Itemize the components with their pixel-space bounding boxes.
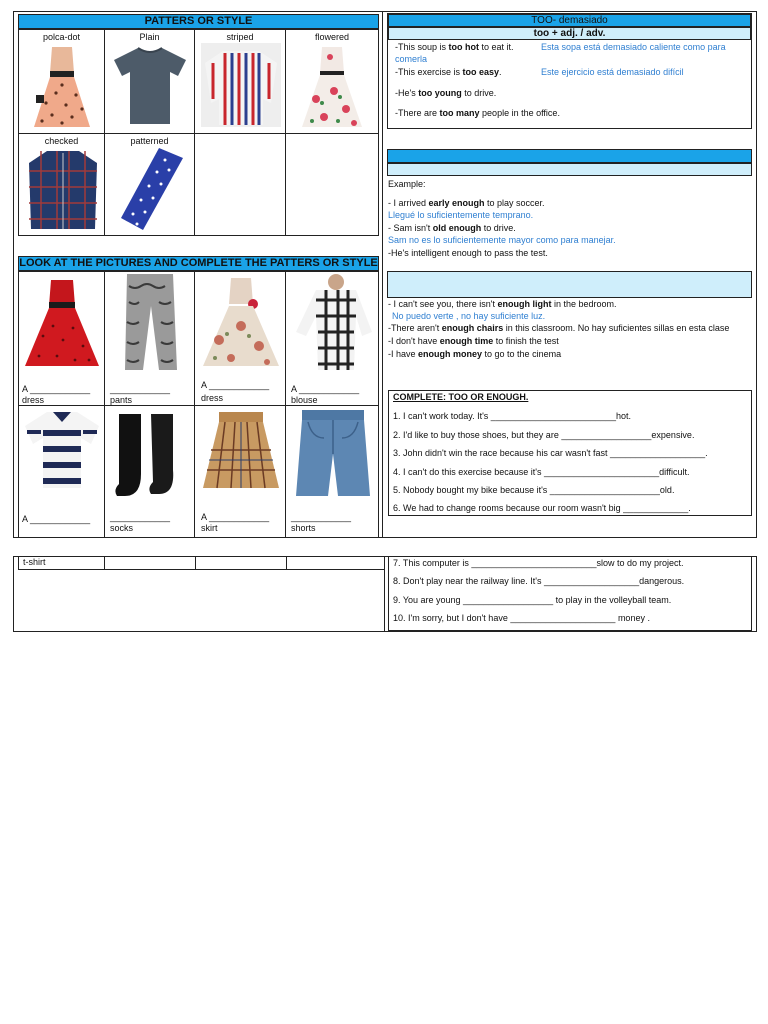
complete-item-6[interactable]: 6. We had to change rooms because our room wasn't big _____________. [393, 503, 691, 513]
pattern-label: flowered [314, 32, 350, 42]
complete-title: COMPLETE: TOO OR ENOUGH. [393, 392, 529, 402]
plain-tshirt-image [112, 46, 188, 126]
too-example-2: -This exercise is too easy. [395, 67, 502, 77]
enough-example-3: -He's intelligent enough to pass the test. [388, 248, 548, 258]
too-example-1-es-cont: comerla [395, 54, 428, 64]
enough-example-2: - Sam isn't old enough to drive. [388, 223, 516, 233]
too-example-1-es: Esta sopa está demasiado caliente como para [541, 42, 726, 52]
complete-item-10[interactable]: 10. I'm sorry, but I don't have _____________________ money . [393, 613, 650, 623]
exercise-cell [285, 271, 379, 406]
pattern-cell-empty [285, 133, 379, 236]
pattern-cell-empty [194, 133, 286, 236]
complete-item-8[interactable]: 8. Don't play near the railway line. It's ___________________dangerous. [393, 576, 685, 586]
continued-row-cell [195, 556, 196, 570]
pattern-cell-plain [104, 29, 195, 134]
clothing-word: shorts [291, 523, 316, 533]
exercise-cell [285, 405, 379, 538]
complete-item-5[interactable]: 5. Nobody bought my bike because it's ______________________old. [393, 485, 675, 495]
pattern-label: striped [226, 32, 254, 42]
complete-item-4[interactable]: 4. I can't do this exercise because it's _______________________difficult. [393, 467, 690, 477]
checked-shirt-image [25, 147, 101, 231]
clothing-word: blouse [291, 395, 318, 405]
enough-example-1: - I arrived early enough to play soccer. [388, 198, 545, 208]
pattern-cell-patterned [104, 133, 195, 236]
enough-noun-example-4: -I have enough money to go to the cinema [388, 349, 562, 359]
striped-shirt-image [201, 43, 281, 127]
exercise-cell [194, 271, 286, 406]
complete-item-2[interactable]: 2. I'd like to buy those shoes, but they are __________________expensive. [393, 430, 695, 440]
answer-blank[interactable]: ____________ [110, 384, 171, 394]
answer-blank[interactable]: A ____________ [201, 512, 270, 522]
exercise-title: LOOK AT THE PICTURES AND COMPLETE THE PATTERS OR STYLE [19, 257, 378, 269]
too-title: TOO- demasiado [388, 14, 751, 27]
too-example-3: -He's too young to drive. [395, 88, 497, 98]
clothing-word: skirt [201, 523, 218, 533]
continued-divider [384, 556, 385, 632]
example-label: Example: [388, 179, 426, 189]
patterns-title: PATTERS OR STYLE [18, 14, 379, 29]
clothing-word: socks [110, 523, 134, 533]
clothing-word: pants [110, 395, 133, 405]
striped-polo-image [23, 408, 101, 492]
continued-label-row [18, 556, 384, 570]
exercise-cell [104, 405, 195, 538]
pattern-label: Plain [139, 32, 160, 42]
too-rule: too + adj. / adv. [388, 27, 751, 40]
denim-shorts-image [294, 408, 372, 498]
enough-noun-example-3: -I don't have enough time to finish the test [388, 336, 559, 346]
continued-row-cell [104, 556, 105, 570]
pattern-cell-flowered [285, 29, 379, 134]
answer-blank[interactable]: A ____________ [201, 380, 270, 390]
snakeskin-pants-image [115, 272, 185, 372]
polka-dot-dress-image [32, 43, 92, 131]
column-divider [382, 11, 383, 538]
enough-noun-example-1-es: No puedo verte , no hay suficiente luz. [392, 311, 546, 321]
answer-blank[interactable]: A ____________ [22, 384, 91, 394]
exercise-cell [18, 405, 105, 538]
patterned-tie-image [113, 146, 189, 234]
answer-blank[interactable]: ____________ [291, 512, 352, 522]
exercise-cell [104, 271, 195, 406]
continued-row-cell [286, 556, 287, 570]
floral-dress-image [201, 274, 281, 370]
too-example-1: -This soup is too hot to eat it. [395, 42, 514, 52]
tshirt-label: t-shirt [23, 557, 46, 567]
pattern-label: patterned [130, 136, 169, 146]
exercise-cell [194, 405, 286, 538]
continued-row-cell [18, 556, 19, 570]
too-example-4: -There are too many people in the office. [395, 108, 560, 118]
clothing-word: dress [22, 395, 45, 405]
complete-item-1[interactable]: 1. I can't work today. It's _________________________hot. [393, 411, 631, 421]
complete-item-9[interactable]: 9. You are young __________________ to play in the volleyball team. [393, 595, 672, 605]
answer-blank[interactable]: A ____________ [22, 514, 91, 524]
black-socks-image [111, 410, 191, 500]
enough-example-2-es: Sam no es lo suficientemente mayor como para manejar. [388, 235, 616, 245]
checked-blouse-image [292, 272, 374, 372]
red-polka-dress-image [23, 276, 101, 370]
enough-rule-bar [387, 163, 752, 176]
answer-blank[interactable]: A ____________ [291, 384, 360, 394]
enough-noun-rule-bar [387, 271, 752, 298]
pattern-cell-checked [18, 133, 105, 236]
enough-example-1-es: Llegué lo suficientemente temprano. [388, 210, 534, 220]
clothing-word: dress [201, 393, 224, 403]
complete-item-7[interactable]: 7. This computer is _________________________slow to do my project. [393, 558, 684, 568]
pattern-label: checked [44, 136, 79, 146]
enough-noun-example-1: - I can't see you, there isn't enough light in the bedroom. [388, 299, 617, 309]
too-example-2-es: Este ejercicio está demasiado difícil [541, 67, 684, 77]
answer-blank[interactable]: ____________ [110, 512, 171, 522]
exercise-cell [18, 271, 105, 406]
pattern-cell-striped [194, 29, 286, 134]
flowered-dress-image [300, 43, 364, 131]
enough-title-bar [387, 149, 752, 163]
plaid-skirt-image [201, 410, 281, 490]
complete-item-3[interactable]: 3. John didn't win the race because his car wasn't fast ___________________. [393, 448, 708, 458]
enough-noun-example-2: -There aren't enough chairs in this classroom. No hay suficientes sillas en esta clase [388, 323, 730, 333]
pattern-cell-polca-dot [18, 29, 105, 134]
pattern-label: polca-dot [42, 32, 81, 42]
